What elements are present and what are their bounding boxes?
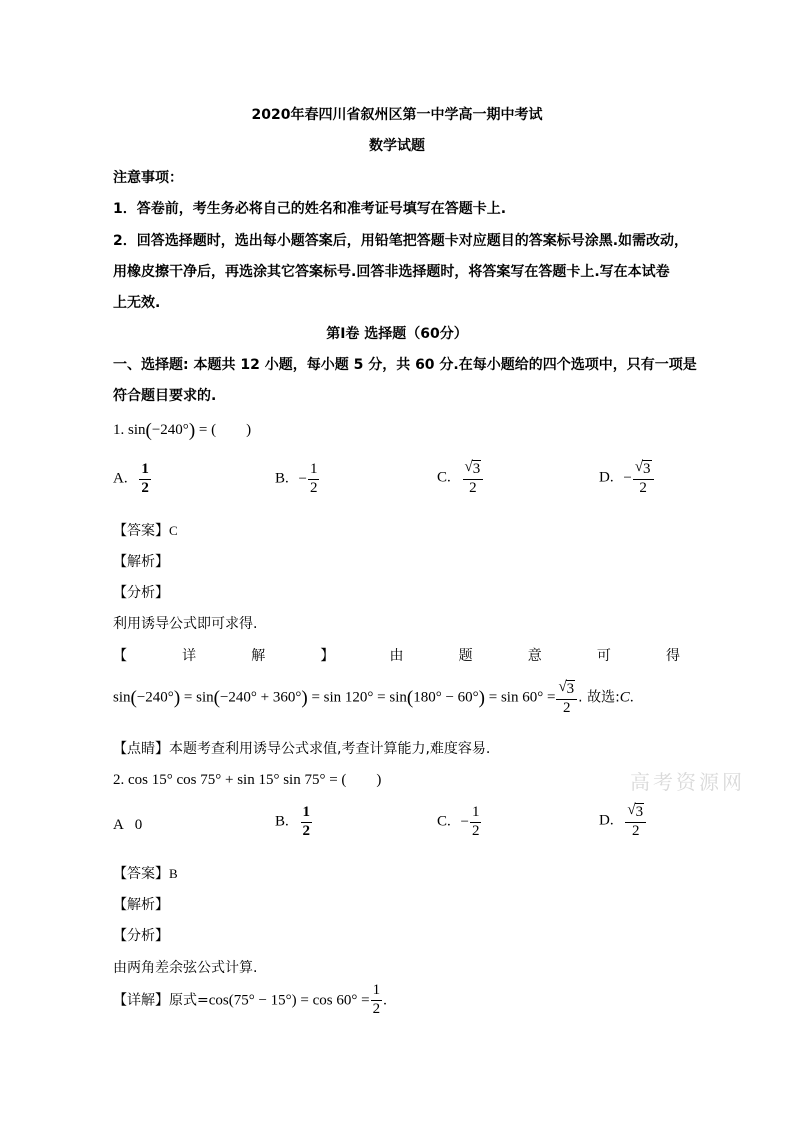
q2-number: 2.	[113, 772, 125, 788]
q1-number: 1.	[113, 422, 125, 438]
detail-char: 可	[596, 648, 611, 664]
note-line-3: 用橡皮擦干净后，再选涂其它答案标号.回答非选择题时，将答案写在答题卡上.写在本试卷	[113, 264, 670, 280]
q2-fenxi-tag: 【分析】	[113, 928, 169, 944]
q1-fenxi-text: 利用诱导公式即可求得.	[113, 616, 258, 632]
q2-stem	[113, 768, 381, 789]
sqrt-symbol: √ 3	[558, 679, 575, 697]
answer-tag: 【答案】	[113, 523, 169, 539]
option-b-denominator: 2	[309, 479, 318, 496]
answer-value: C	[169, 523, 178, 538]
q1-arg: −240°	[151, 422, 189, 438]
part-intro-2: 符合题目要求的.	[113, 388, 217, 404]
watermark: 高考资源网	[630, 770, 745, 794]
option-label: C.	[437, 469, 451, 486]
q1-calculation: sin(−240°) = sin(−240° + 360°) = sin 120° = sin(180° − 60°) = sin 60° = √ 3 2 . 故选:C.	[113, 679, 634, 716]
option-d-sign: −	[623, 469, 632, 486]
sqrt-symbol: √ 3	[464, 459, 481, 477]
q2-answer	[113, 863, 178, 883]
option-label: D.	[599, 469, 614, 486]
q2-analysis-tag: 【解析】	[113, 897, 169, 913]
exam-subtitle: 数学试题	[369, 138, 425, 154]
option-b-sign: −	[298, 470, 307, 487]
option-label: A.	[113, 470, 128, 487]
note-line-1: 1．答卷前，考生务必将自己的姓名和准考证号填写在答题卡上.	[113, 201, 507, 217]
exam-title: 2020年春四川省叙州区第一中学高一期中考试	[251, 107, 543, 123]
option-c-denominator: 2	[469, 479, 477, 496]
option-label: A	[113, 817, 124, 833]
q1-option-a	[113, 462, 152, 497]
note-line-2: 2．回答选择题时，选出每小题答案后，用铅笔把答题卡对应题目的答案标号涂黑.如需改动，	[113, 233, 689, 249]
q1-comment	[113, 738, 490, 758]
q2-expr: cos 15° cos 75° + sin 15° sin 75° = ( )	[128, 772, 382, 788]
sqrt-symbol: √ 3	[627, 802, 644, 820]
notes-heading: 注意事项：	[113, 170, 183, 186]
option-a-value: 0	[134, 817, 143, 833]
answer-tag: 【答案】	[113, 866, 169, 882]
option-a-numerator: 1	[139, 462, 151, 480]
detail-char: 详	[182, 648, 197, 664]
q1-func: sin	[128, 422, 146, 438]
q1-option-d	[599, 460, 655, 496]
q1-analysis-tag: 【解析】	[113, 554, 169, 570]
detail-char: 意	[527, 648, 542, 664]
note-line-4: 上无效.	[113, 295, 161, 311]
q1-option-c	[437, 460, 484, 496]
detail-text: 原式=	[169, 992, 209, 1009]
q1-stem: 1. sin(−240°) = ( )	[113, 420, 252, 441]
q2-option-d: D. √ 3 2	[599, 803, 647, 839]
sqrt-symbol: √ 3	[634, 459, 651, 477]
detail-char: 得	[666, 648, 680, 664]
detail-char: 【	[113, 648, 127, 664]
q1-detail-line	[113, 645, 680, 665]
detail-tag: 【详解】	[113, 992, 169, 1009]
option-label: C.	[437, 813, 451, 830]
q2-fenxi-text: 由两角差余弦公式计算.	[113, 960, 258, 976]
detail-char: 由	[389, 648, 404, 664]
detail-char: 】	[320, 648, 335, 664]
part-intro-1: 一、选择题: 本题共 12 小题，每小题 5 分，共 60 分.在每小题给的四个选项中，只有一项是	[113, 357, 697, 373]
detail-char: 解	[251, 648, 266, 664]
section-title: 第Ⅰ卷 选择题（60分）	[326, 326, 468, 342]
comment-text: 本题考查利用诱导公式求值,考查计算能力,难度容易.	[169, 741, 491, 757]
q1-answer	[113, 520, 178, 540]
detail-char: 题	[458, 648, 473, 664]
option-a-denominator: 2	[141, 479, 149, 496]
q2-detail: 【详解】原式=cos(75° − 15°) = cos 60° = $\frac{1}{2}$ .	[113, 982, 387, 1017]
option-label: D.	[599, 812, 614, 829]
answer-value: B	[169, 866, 178, 881]
comment-tag: 【点睛】	[113, 741, 169, 757]
q2-option-a	[113, 817, 142, 834]
option-label: B.	[275, 813, 289, 830]
option-d-denominator: 2	[639, 479, 647, 496]
q1-option-b	[275, 462, 320, 497]
option-b-numerator: 1	[308, 462, 320, 480]
option-label: B.	[275, 470, 289, 487]
q1-fenxi-tag: 【分析】	[113, 585, 169, 601]
detail-expr: cos(75° − 15°) = cos 60° =	[208, 992, 370, 1009]
q2-option-c: C. − $\frac{1}{2}$	[437, 804, 480, 839]
q2-option-b: B. $\frac{1}{2}$	[275, 804, 311, 839]
q1-tail: = ( )	[198, 422, 252, 438]
